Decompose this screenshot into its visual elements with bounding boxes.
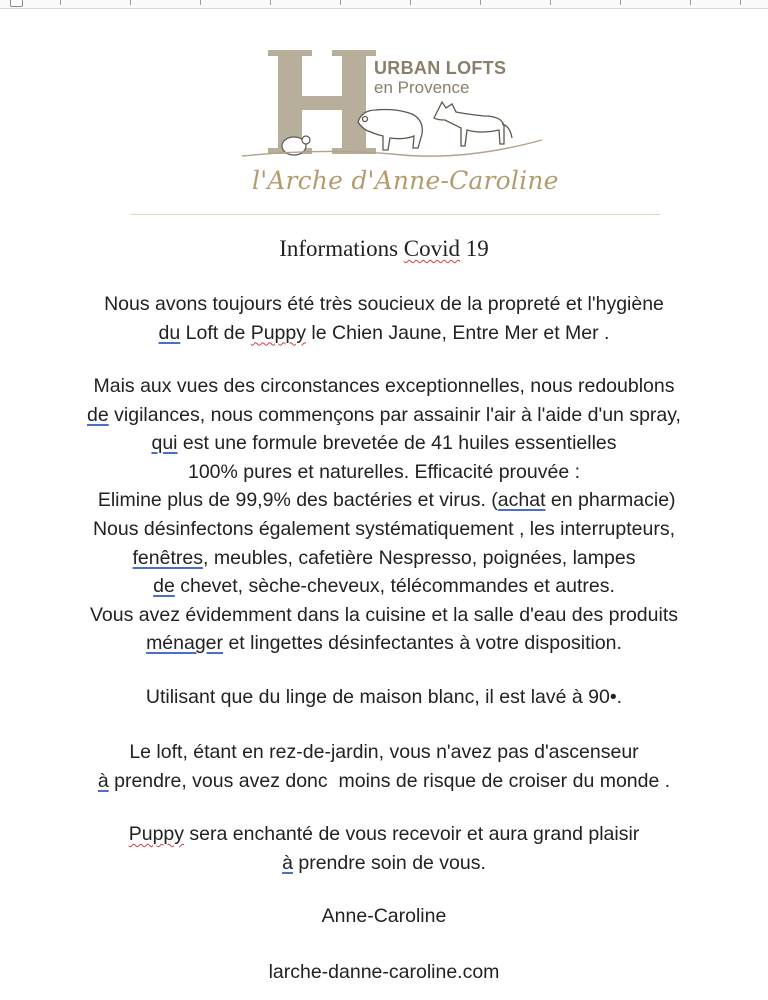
text-run: , meubles, cafetière Nespresso, poignées, lampes: [202, 546, 636, 569]
grammar-flag-word[interactable]: ménager: [146, 632, 224, 655]
paragraph-linen: [0, 683, 768, 712]
paragraph-measures: [0, 372, 768, 658]
ruler-tick: [270, 0, 271, 5]
paragraph-line: Vous avez évidemment dans la cuisine et la salle d'eau des produits: [90, 603, 678, 626]
ruler-tick: [480, 0, 481, 5]
ruler-tick: [340, 0, 341, 5]
ruler-tick: [130, 0, 131, 5]
paragraph-line: [0, 401, 768, 430]
paragraph-garden-level: [0, 738, 768, 795]
text-run: et lingettes désinfectantes à votre disposition.: [223, 632, 622, 655]
text-run: vigilances, nous commençons par assainir l'air à l'aide d'un spray,: [108, 403, 681, 426]
logo-line2: en Provence: [374, 78, 470, 97]
grammar-flag-word[interactable]: fenêtres: [132, 546, 203, 569]
ruler-tick: [410, 0, 411, 5]
grammar-flag-word[interactable]: qui: [151, 432, 178, 455]
paragraph-line: Mais aux vues des circonstances exceptionnelles, nous redoublons: [93, 375, 675, 397]
paragraph-line: [0, 486, 768, 515]
paragraph-line: Nous avons toujours été très soucieux de la propreté et l'hygiène: [104, 293, 664, 315]
paragraph-puppy: [0, 820, 768, 877]
paragraph-hygiene: [0, 290, 768, 347]
paragraph-line: Le loft, étant en rez-de-jardin, vous n'avez pas d'ascenseur: [129, 741, 639, 763]
page-title: [0, 236, 768, 262]
paragraph-line: Utilisant que du linge de maison blanc, il est lavé à 90•.: [145, 686, 623, 708]
ruler-tick: [60, 0, 61, 5]
text-run: en pharmacie): [545, 489, 676, 512]
text-run: prendre soin de vous.: [292, 851, 486, 874]
paragraph-line: [0, 767, 768, 796]
text-run: le Chien Jaune, Entre Mer et Mer .: [306, 321, 610, 344]
website-text: larche-danne-caroline.com: [268, 961, 500, 983]
grammar-flag-word[interactable]: du: [158, 321, 181, 344]
website: [0, 958, 768, 987]
paragraph-line: 100% pures et naturelles. Efficacité prouvée :: [187, 460, 581, 483]
text-run: Elimine plus de 99,9% des bactéries et virus. (: [92, 489, 498, 512]
paragraph-line: [0, 429, 768, 458]
paragraph-line: [0, 572, 768, 601]
text-run: prendre, vous avez donc moins de risque de croiser du monde .: [108, 769, 671, 792]
checkbox-icon[interactable]: [10, 0, 23, 7]
text-run: chevet, sèche-cheveux, télécommandes et autres.: [174, 575, 615, 598]
signature: [0, 902, 768, 931]
grammar-flag-word[interactable]: de: [153, 575, 175, 598]
ruler-tick: [690, 0, 691, 5]
logo-line1: URBAN LOFTS: [374, 58, 507, 78]
ruler-tick: [620, 0, 621, 5]
text-run: sera enchanté de vous recevoir et aura grand plaisir: [184, 823, 640, 845]
title-text: Informations: [279, 236, 404, 261]
title-text-end: 19: [460, 236, 489, 261]
ruler-tick: [550, 0, 551, 5]
grammar-flag-word[interactable]: à: [282, 851, 293, 874]
paragraph-line: [0, 629, 768, 658]
grammar-flag-word[interactable]: à: [97, 769, 109, 792]
grammar-flag-word[interactable]: de: [87, 403, 109, 426]
text-run: est une formule brevetée de 41 huiles essentielles: [177, 432, 617, 455]
paragraph-line: [0, 849, 768, 878]
ruler-tick: [740, 0, 741, 5]
title-spellcheck-word[interactable]: Covid: [403, 236, 461, 261]
brand-logo: [238, 44, 559, 204]
logo-script-name: l'Arche d'Anne-Caroline: [252, 166, 559, 195]
paragraph-line: [0, 544, 768, 573]
grammar-flag-word[interactable]: achat: [497, 489, 546, 512]
paragraph-line: [0, 820, 768, 849]
paragraph-line: [0, 319, 768, 348]
header-divider: [130, 214, 660, 215]
document-ruler: [0, 0, 768, 9]
spellcheck-flag-word[interactable]: Puppy: [128, 823, 185, 845]
spellcheck-flag-word[interactable]: Puppy: [250, 321, 306, 344]
paragraph-line: Nous désinfectons également systématiquement , les interrupteurs,: [92, 517, 676, 540]
ruler-tick: [200, 0, 201, 5]
text-run: Loft de: [180, 321, 251, 344]
signature-text: Anne-Caroline: [321, 905, 447, 927]
